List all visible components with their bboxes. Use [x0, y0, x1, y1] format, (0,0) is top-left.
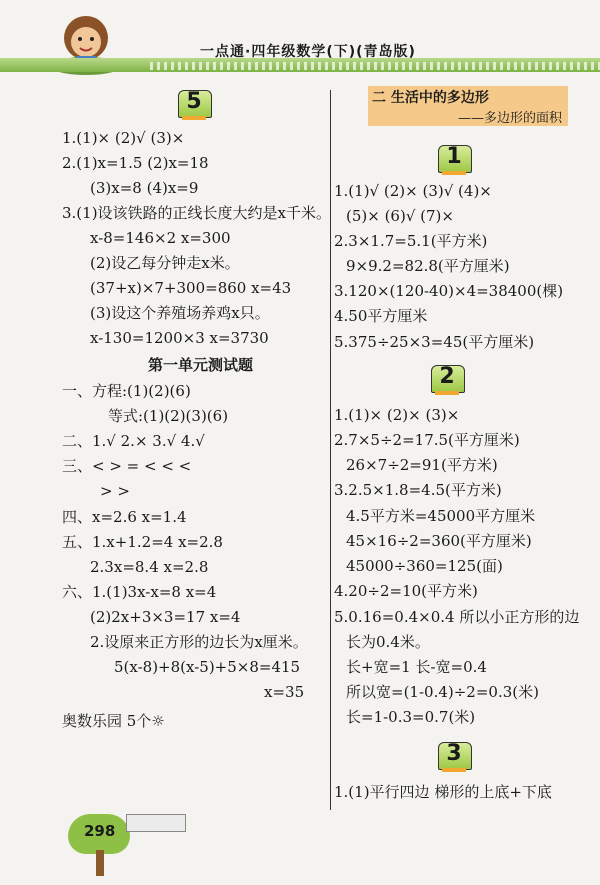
answer-line: 2.3×1.7=5.1(平方米) — [334, 232, 488, 250]
exercise-badge-1: 1 — [434, 141, 474, 175]
answer-line: (3)x=8 (4)x=9 — [90, 179, 199, 197]
answer-line: 45000÷360=125(面) — [346, 557, 503, 575]
answer-line: 长=1-0.3=0.7(米) — [346, 708, 476, 726]
answer-line: 1.(1)× (2)√ (3)× — [62, 129, 185, 147]
answer-line: 26×7÷2=91(平方米) — [346, 456, 498, 474]
answer-line: 长+宽=1 长-宽=0.4 — [346, 658, 487, 676]
answer-line: x=35 — [264, 683, 305, 701]
page-number-decoration — [60, 810, 190, 880]
answer-line: 二、1.√ 2.× 3.√ 4.√ — [62, 432, 205, 450]
answer-line: 2.3x=8.4 x=2.8 — [90, 558, 209, 576]
answer-line: 2.(1)x=1.5 (2)x=18 — [62, 154, 209, 172]
math-olympiad-line: 奥数乐园 5个☼ — [62, 712, 165, 730]
answer-line: 5(x-8)+8(x-5)+5×8=415 — [114, 658, 301, 676]
signpost-icon — [126, 814, 186, 832]
page-header — [0, 0, 600, 90]
answer-line: 5.0.16=0.4×0.4 所以小正方形的边 — [334, 608, 580, 626]
answer-line: x-130=1200×3 x=3730 — [90, 329, 269, 347]
unit-test-heading: 第一单元测试题 — [148, 356, 254, 374]
answer-line: 2.7×5÷2=17.5(平方厘米) — [334, 431, 520, 449]
answer-line: 3.(1)设该铁路的正线长度大约是x千米。 — [62, 204, 332, 222]
exercise-badge-2: 2 — [427, 361, 467, 395]
tree-trunk — [96, 850, 104, 876]
answer-line: (3)设这个养殖场养鸡x只。 — [90, 304, 270, 322]
answer-line: 9×9.2=82.8(平方厘米) — [346, 257, 510, 275]
book-title: 一点通·四年级数学(下)(青岛版) — [200, 44, 416, 60]
answer-line: 五、1.x+1.2=4 x=2.8 — [62, 533, 223, 551]
answer-line: 三、< > = < < < — [62, 457, 192, 475]
answer-line: 4.50平方厘米 — [334, 307, 428, 325]
answer-line: (37+x)×7+300=860 x=43 — [90, 279, 292, 297]
column-divider — [330, 90, 331, 810]
answer-line: 所以宽=(1-0.4)÷2=0.3(米) — [346, 683, 539, 701]
answer-line: 长为0.4米。 — [346, 633, 430, 651]
answer-line: 45×16÷2=360(平方厘米) — [346, 532, 532, 550]
answer-line: 4.20÷2=10(平方米) — [334, 582, 478, 600]
answer-line: 2.设原来正方形的边长为x厘米。 — [90, 633, 308, 651]
answer-line: 1.(1)√ (2)× (3)√ (4)× — [334, 182, 492, 200]
answer-line: 六、1.(1)3x-x=8 x=4 — [62, 583, 217, 601]
section-heading — [368, 86, 568, 126]
section-subtitle: ——多边形的面积 — [457, 111, 562, 126]
exercise-badge-3: 3 — [434, 738, 474, 772]
answer-line: 1.(1)× (2)× (3)× — [334, 406, 460, 424]
answer-line: 3.2.5×1.8=4.5(平方米) — [334, 481, 502, 499]
answer-line: 1.(1)平行四边 梯形的上底+下底 — [334, 783, 552, 801]
answer-line: 四、x=2.6 x=1.4 — [62, 508, 187, 526]
page-number: 298 — [84, 822, 116, 840]
answer-line: > > — [100, 482, 130, 500]
answer-line: 5.375÷25×3=45(平方厘米) — [334, 333, 535, 351]
answer-line: 一、方程:(1)(2)(6) — [62, 382, 191, 400]
header-stripes — [150, 62, 600, 70]
section-title: 二 生活中的多边形 — [372, 90, 489, 106]
answer-line: 3.120×(120-40)×4=38400(棵) — [334, 282, 564, 300]
exercise-badge-5: 5 — [174, 86, 214, 120]
answer-line: (2)2x+3×3=17 x=4 — [90, 608, 241, 626]
answer-line: x-8=146×2 x=300 — [90, 229, 231, 247]
answer-line: 等式:(1)(2)(3)(6) — [108, 407, 229, 425]
answer-line: (2)设乙每分钟走x米。 — [90, 254, 240, 272]
answer-line: 4.5平方米=45000平方厘米 — [346, 507, 536, 525]
answer-line: (5)× (6)√ (7)× — [346, 207, 454, 225]
